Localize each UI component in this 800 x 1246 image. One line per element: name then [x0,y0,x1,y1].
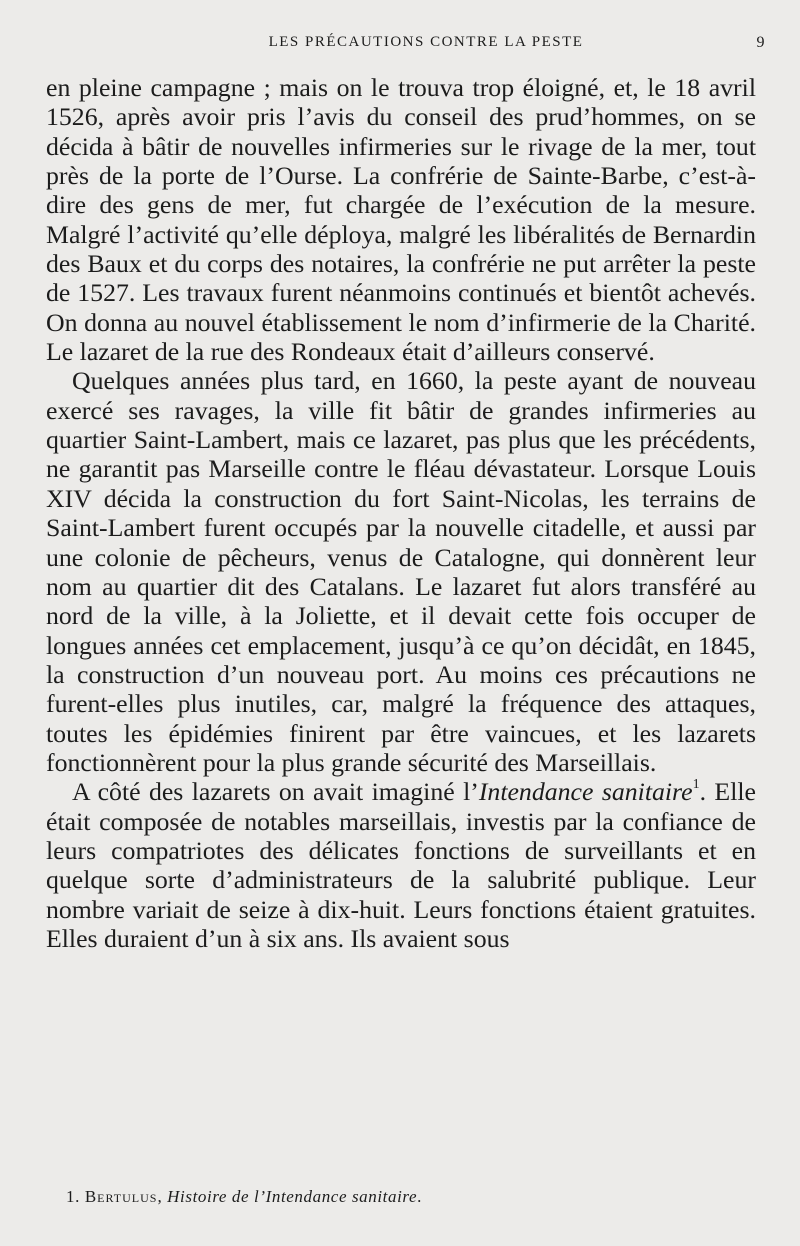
page-number: 9 [756,34,766,51]
footnote-author: Bertulus [84,1187,158,1206]
paragraph-2 [46,366,756,777]
running-title: LES PRÉCAUTIONS CONTRE LA PESTE [268,34,584,50]
body-text [46,73,756,953]
page-header [46,34,766,56]
footnote-separator: , [157,1187,163,1206]
footnote-number: 1. [66,1187,80,1206]
footnote [66,1187,766,1207]
footnote-ref: 1 [692,777,700,793]
paragraph-3-rest: . Elle était composée de notables marseillais, investis par la confiance de leurs compatriotes des délicates fonctions de surveillants et en quelque sorte d’administrateurs de la salubrité publique. Leur nombre variait de seize à dix-huit. Leurs fonctions étaient gratuites. Elles duraient d’un à six ans. Ils avaient sous [46,777,756,953]
paragraph-3 [46,777,756,953]
paragraph-1 [46,73,756,366]
intendance-sanitaire-term: Intendance sanitaire [478,777,693,807]
footnote-end: . [417,1187,423,1206]
paragraph-3-lead: A côté des lazarets on avait imaginé l’ [72,777,479,807]
paragraph-2-text: Quelques années plus tard, en 1660, la peste ayant de nouveau exercé ses ravages, la ville fit bâtir de grandes infirmeries au quartier Saint-Lambert, mais ce lazaret, pas plus que les précédents, ne garantit pas Marseille contre le fléau dévastateur. Lorsque Louis XIV décida la construction du fort Saint-Nicolas, les terrains de Saint-Lambert furent occupés par la nouvelle citadelle, et aussi par une colonie de pêcheurs, venus de Catalogne, qui donnèrent leur nom au quartier dit des Catalans. Le lazaret fut alors transféré au nord de la ville, à la Joliette, et il devait cette fois occuper de longues années cet emplacement, jusqu’à ce qu’on décidât, en 1845, la construction d’un nouveau port. Au moins ces précautions ne furent-elles plus inutiles, car, malgré la fréquence des attaques, toutes les épidémies finirent par être vaincues, et les lazarets fonctionnèrent pour la plus grande sécurité des Marseillais. [46,366,756,777]
footnote-title: Histoire de l’Intendance sanitaire [167,1187,418,1206]
paragraph-1-text: en pleine campagne ; mais on le trouva trop éloigné, et, le 18 avril 1526, après avoir pris l’avis du conseil des prud’hommes, on se décida à bâtir de nouvelles infirmeries sur le rivage de la mer, tout près de la porte de l’Ourse. La confrérie de Sainte-Barbe, c’est-à-dire des gens de mer, fut chargée de l’exécution de la mesure. Malgré l’activité qu’elle déploya, malgré les libéralités de Bernardin des Baux et du corps des notaires, la confrérie ne put arrêter la peste de 1527. Les travaux furent néanmoins continués et bientôt achevés. On donna au nouvel établissement le nom d’infirmerie de la Charité. Le lazaret de la rue des Rondeaux était d’ailleurs conservé. [46,73,756,367]
